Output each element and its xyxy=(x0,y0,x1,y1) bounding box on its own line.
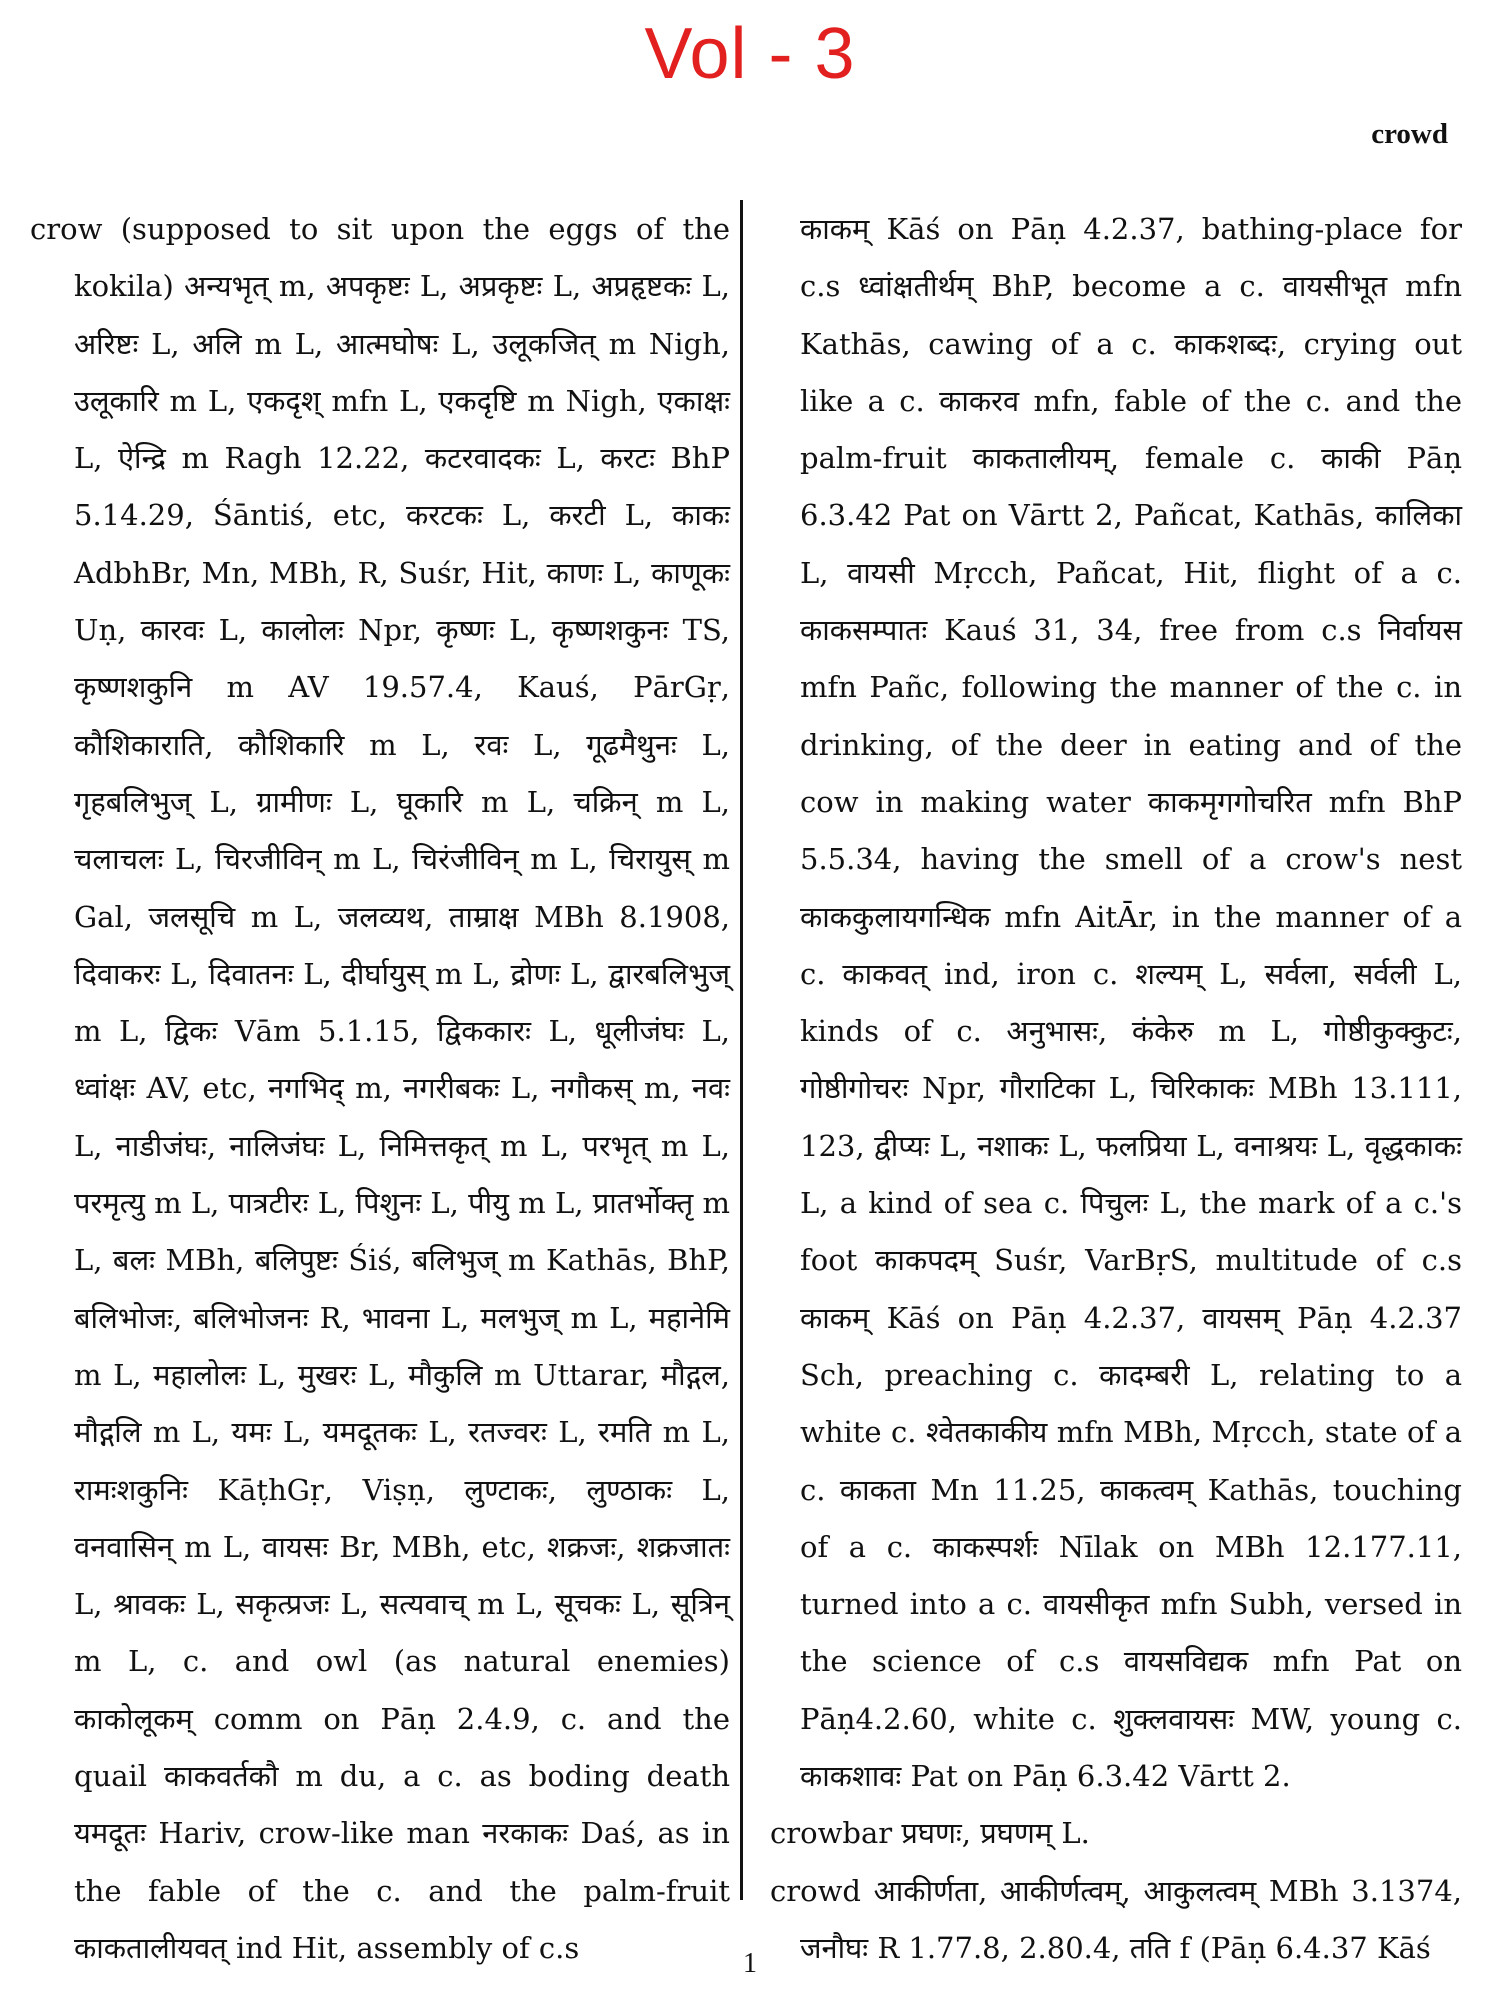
left-column xyxy=(30,201,730,1977)
entry-crow-continuation: काकम् Kāś on Pāṇ 4.2.37, bathing-place for c.s ध्वांक्षतीर्थम् BhP, become a c. वायसीभूत mfn Kathās, cawing of a c. काकशब्दः, crying out like a c. काकरव mfn, fable of the c. and the palm-fruit काकतालीयम्, female c. काकी Pāṇ 6.3.42 Pat on Vārtt 2, Pañcat, Kathās, कालिका L, वायसी Mṛcch, Pañcat, Hit, flight of a c. काकसम्पातः Kauś 31, 34, free from c.s निर्वायस mfn Pañc, following the manner of the c. in drinking, of the deer in eating and of the cow in making water काकमृगगोचरित mfn BhP 5.5.34, having the smell of a crow's nest काककुलायगन्धिक mfn AitĀr, in the manner of a c. काकवत् ind, iron c. शल्यम् L, सर्वला, सर्वली L, kinds of c. अनुभासः, कंकेरु m L, गोष्ठीकुक्कुटः, गोष्ठीगोचरः Npr, गौराटिका L, चिरिकाकः MBh 13.111, 123, द्वीप्यः L, नशाकः L, फलप्रिया L, वनाश्रयः L, वृद्धकाकः L, a kind of sea c. पिचुलः L, the mark of a c.'s foot काकपदम् Suśr, VarBṛS, multitude of c.s काकम् Kāś on Pāṇ 4.2.37, वायसम् Pāṇ 4.2.37 Sch, preaching c. कादम्बरी L, relating to a white c. श्वेतकाकीय mfn MBh, Mṛcch, state of a c. काकता Mn 11.25, काकत्वम् Kathās, touching of a c. काकस्पर्शः Nīlak on MBh 12.177.11, turned into a c. वायसीकृत mfn Subh, versed in the science of c.s वायसविद्यक mfn Pat on Pāṇ4.2.60, white c. शुक्लवायसः MW, young c. काकशावः Pat on Pāṇ 6.3.42 Vārtt 2. xyxy=(800,212,1462,1794)
entry-crowbar: crowbar प्रघणः, प्रघणम् L. xyxy=(770,1816,1090,1851)
guide-word: crowd xyxy=(1371,118,1448,150)
entry-crow: crow (supposed to sit upon the eggs of the kokila) अन्यभृत् m, अपकृष्टः L, अप्रकृष्टः L, अप्रहृष्टकः L, अरिष्टः L, अलि m L, आत्मघोषः L, उलूकजित् m Nigh, उलूकारि m L, एकदृश् mfn L, एकदृष्टि m Nigh, एकाक्षः L, ऐन्द्रि m Ragh 12.22, कटरवादकः L, करटः BhP 5.14.29, Śāntiś, etc, करटकः L, करटी L, काकः AdbhBr, Mn, MBh, R, Suśr, Hit, काणः L, काणूकः Uṇ, कारवः L, कालोलः Npr, कृष्णः L, कृष्णशकुनः TS, कृष्णशकुनि m AV 19.57.4, Kauś, PārGṛ, कौशिकाराति, कौशिकारि m L, रवः L, गूढमैथुनः L, गृहबलिभुज् L, ग्रामीणः L, घूकारि m L, चक्रिन् m L, चलाचलः L, चिरजीविन् m L, चिरंजीविन् m L, चिरायुस् m Gal, जलसूचि m L, जलव्यथ, ताम्राक्ष MBh 8.1908, दिवाकरः L, दिवातनः L, दीर्घायुस् m L, द्रोणः L, द्वारबलिभुज् m L, द्विकः Vām 5.1.15, द्विककारः L, धूलीजंघः L, ध्वांक्षः AV, etc, नगभिद् m, नगरीबकः L, नगौकस् m, नवः L, नाडीजंघः, नालिजंघः L, निमित्तकृत् m L, परभृत् m L, परमृत्यु m L, पात्रटीरः L, पिशुनः L, पीयु m L, प्रातर्भोक्तृ m L, बलः MBh, बलिपुष्टः Śiś, बलिभुज् m Kathās, BhP, बलिभोजः, बलिभोजनः R, भावना L, मलभुज् m L, महानेमि m L, महालोलः L, मुखरः L, मौकुलि m Uttarar, मौद्गल, मौद्गलि m L, यमः L, यमदूतकः L, रतज्वरः L, रमति m L, रामःशकुनिः KāṭhGṛ, Viṣṇ, लुण्टाकः, लुण्ठाकः L, वनवासिन् m L, वायसः Br, MBh, etc, शक्रजः, शक्रजातः L, श्रावकः L, सकृत्प्रजः L, सत्यवाच् m L, सूचकः L, सूत्रिन् m L, c. and owl (as natural enemies) काकोलूकम् comm on Pāṇ 2.4.9, c. and the quail काकवर्तकौ m du, a c. as boding death यमदूतः Hariv, crow-like man नरकाकः Daś, as in the fable of the c. and the palm-fruit काकतालीयवत् ind Hit, assembly of c.s xyxy=(30,212,730,1965)
entry-crowd: crowd आकीर्णता, आकीर्णत्वम्, आकुलत्वम् MBh 3.1374, जनौघः R 1.77.8, 2.80.4, तति f (Pāṇ 6.4.37 Kāś xyxy=(770,1873,1462,1965)
right-column xyxy=(770,201,1462,1977)
column-divider xyxy=(740,200,743,1900)
volume-title: Vol - 3 xyxy=(644,14,856,94)
page-number: 1 xyxy=(743,1948,757,1979)
